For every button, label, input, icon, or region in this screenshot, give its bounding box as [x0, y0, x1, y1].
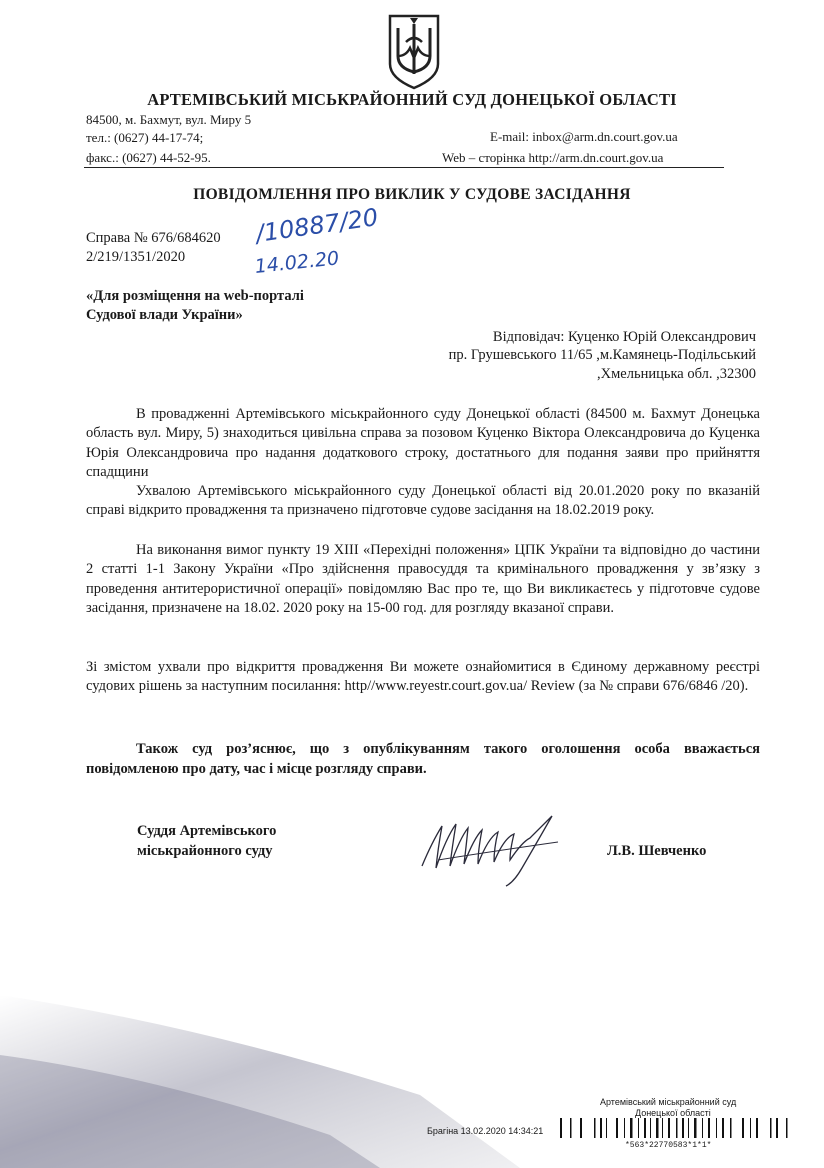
court-fax: факс.: (0627) 44-52-95. — [86, 150, 211, 165]
paragraph-ruling: Ухвалою Артемівського міськрайонного суду Донецької області від 20.01.2020 року по вказаній справі відкрито провадження та призначено підготовче судове засідання на 18.02.2019 року. — [86, 483, 760, 519]
court-email: E-mail: inbox@arm.dn.court.gov.ua — [490, 129, 678, 144]
notice-paragraph: Також суд роз’яснює, що з опублікуванням такого оголошення особа вважається повідомленою про дату, час і місце розгляду справи. — [86, 741, 760, 777]
handwritten-registration-number: /10887/20 — [254, 203, 380, 248]
judge-name: Л.В. Шевченко — [607, 843, 707, 859]
document-title: ПОВІДОМЛЕННЯ ПРО ВИКЛИК У СУДОВЕ ЗАСІДАННЯ — [193, 186, 631, 203]
court-phone: тел.: (0627) 44-17-74; — [86, 130, 204, 145]
judge-position-line1: Суддя Артемівського — [137, 823, 277, 839]
handwritten-registration-date: 14.02.20 — [253, 247, 341, 278]
respondent-name: Відповідач: Куценко Юрій Олександрович — [492, 329, 756, 345]
respondent-address-line1: пр. Грушевського 11/65 ,м.Камянець-Подільський — [448, 347, 756, 363]
stamp-clerk-timestamp: Брагіна 13.02.2020 14:34:21 — [427, 1126, 544, 1136]
handwritten-signature — [418, 808, 568, 888]
paragraph-summons: На виконання вимог пункту 19 ХІІІ «Перехідні положення» ЦПК України та відповідно до частини 2 статті 1-1 Закону України «Про здійснення правосуддя та кримінального провадження у зв’язку з проведення антитерористичної операції» повідомляю Вас про те, що Ви викликаєтесь у підготовче судове засідання, призначене на 18.02. 2020 року на 15-00 год. для розгляду вказаної справи. — [86, 542, 760, 617]
court-address: 84500, м. Бахмут, вул. Миру 5 — [86, 112, 252, 127]
barcode — [560, 1114, 792, 1140]
trident-emblem-icon — [386, 12, 442, 90]
barcode-number: *563*22770583*1*1* — [625, 1141, 712, 1150]
portal-note-line1: «Для розміщення на web-порталі — [86, 288, 304, 304]
header-divider — [84, 167, 724, 168]
stamp-court-name: Артемівський міськрайонний суд — [600, 1097, 737, 1107]
court-name: АРТЕМІВСЬКИЙ МІСЬКРАЙОННИЙ СУД ДОНЕЦЬКОЇ ОБЛАСТІ — [147, 90, 677, 109]
stamp-court-region: Донецької області — [635, 1108, 711, 1118]
case-number: Справа № 676/684620 — [86, 230, 221, 246]
paragraph-registry: Зі змістом ухвали про відкриття провадження Ви можете ознайомитися в Єдиному державному реєстрі судових рішень за наступним посилання: http//www.reyestr.court.gov.ua/ Review (за № справи 676/6846 /20). — [86, 659, 760, 695]
respondent-address-line2: ,Хмельницька обл. ,32300 — [597, 366, 756, 382]
judge-position-line2: міськрайонного суду — [137, 843, 273, 859]
paragraph-proceeding: В провадженні Артемівського міськрайонного суду Донецької області (84500 м. Бахмут Донецька область вул. Миру, 5) знаходиться цивільна справа за позовом Куценко Віктора Олександровича до Куценка Юрія Олександровича про надання додаткового строку, достатнього для подання заяви про прийняття спадщини — [86, 406, 760, 481]
proceeding-number: 2/219/1351/2020 — [86, 249, 186, 265]
portal-note-line2: Судової влади України» — [86, 307, 243, 323]
court-website: Web – сторінка http://arm.dn.court.gov.ua — [442, 150, 664, 165]
